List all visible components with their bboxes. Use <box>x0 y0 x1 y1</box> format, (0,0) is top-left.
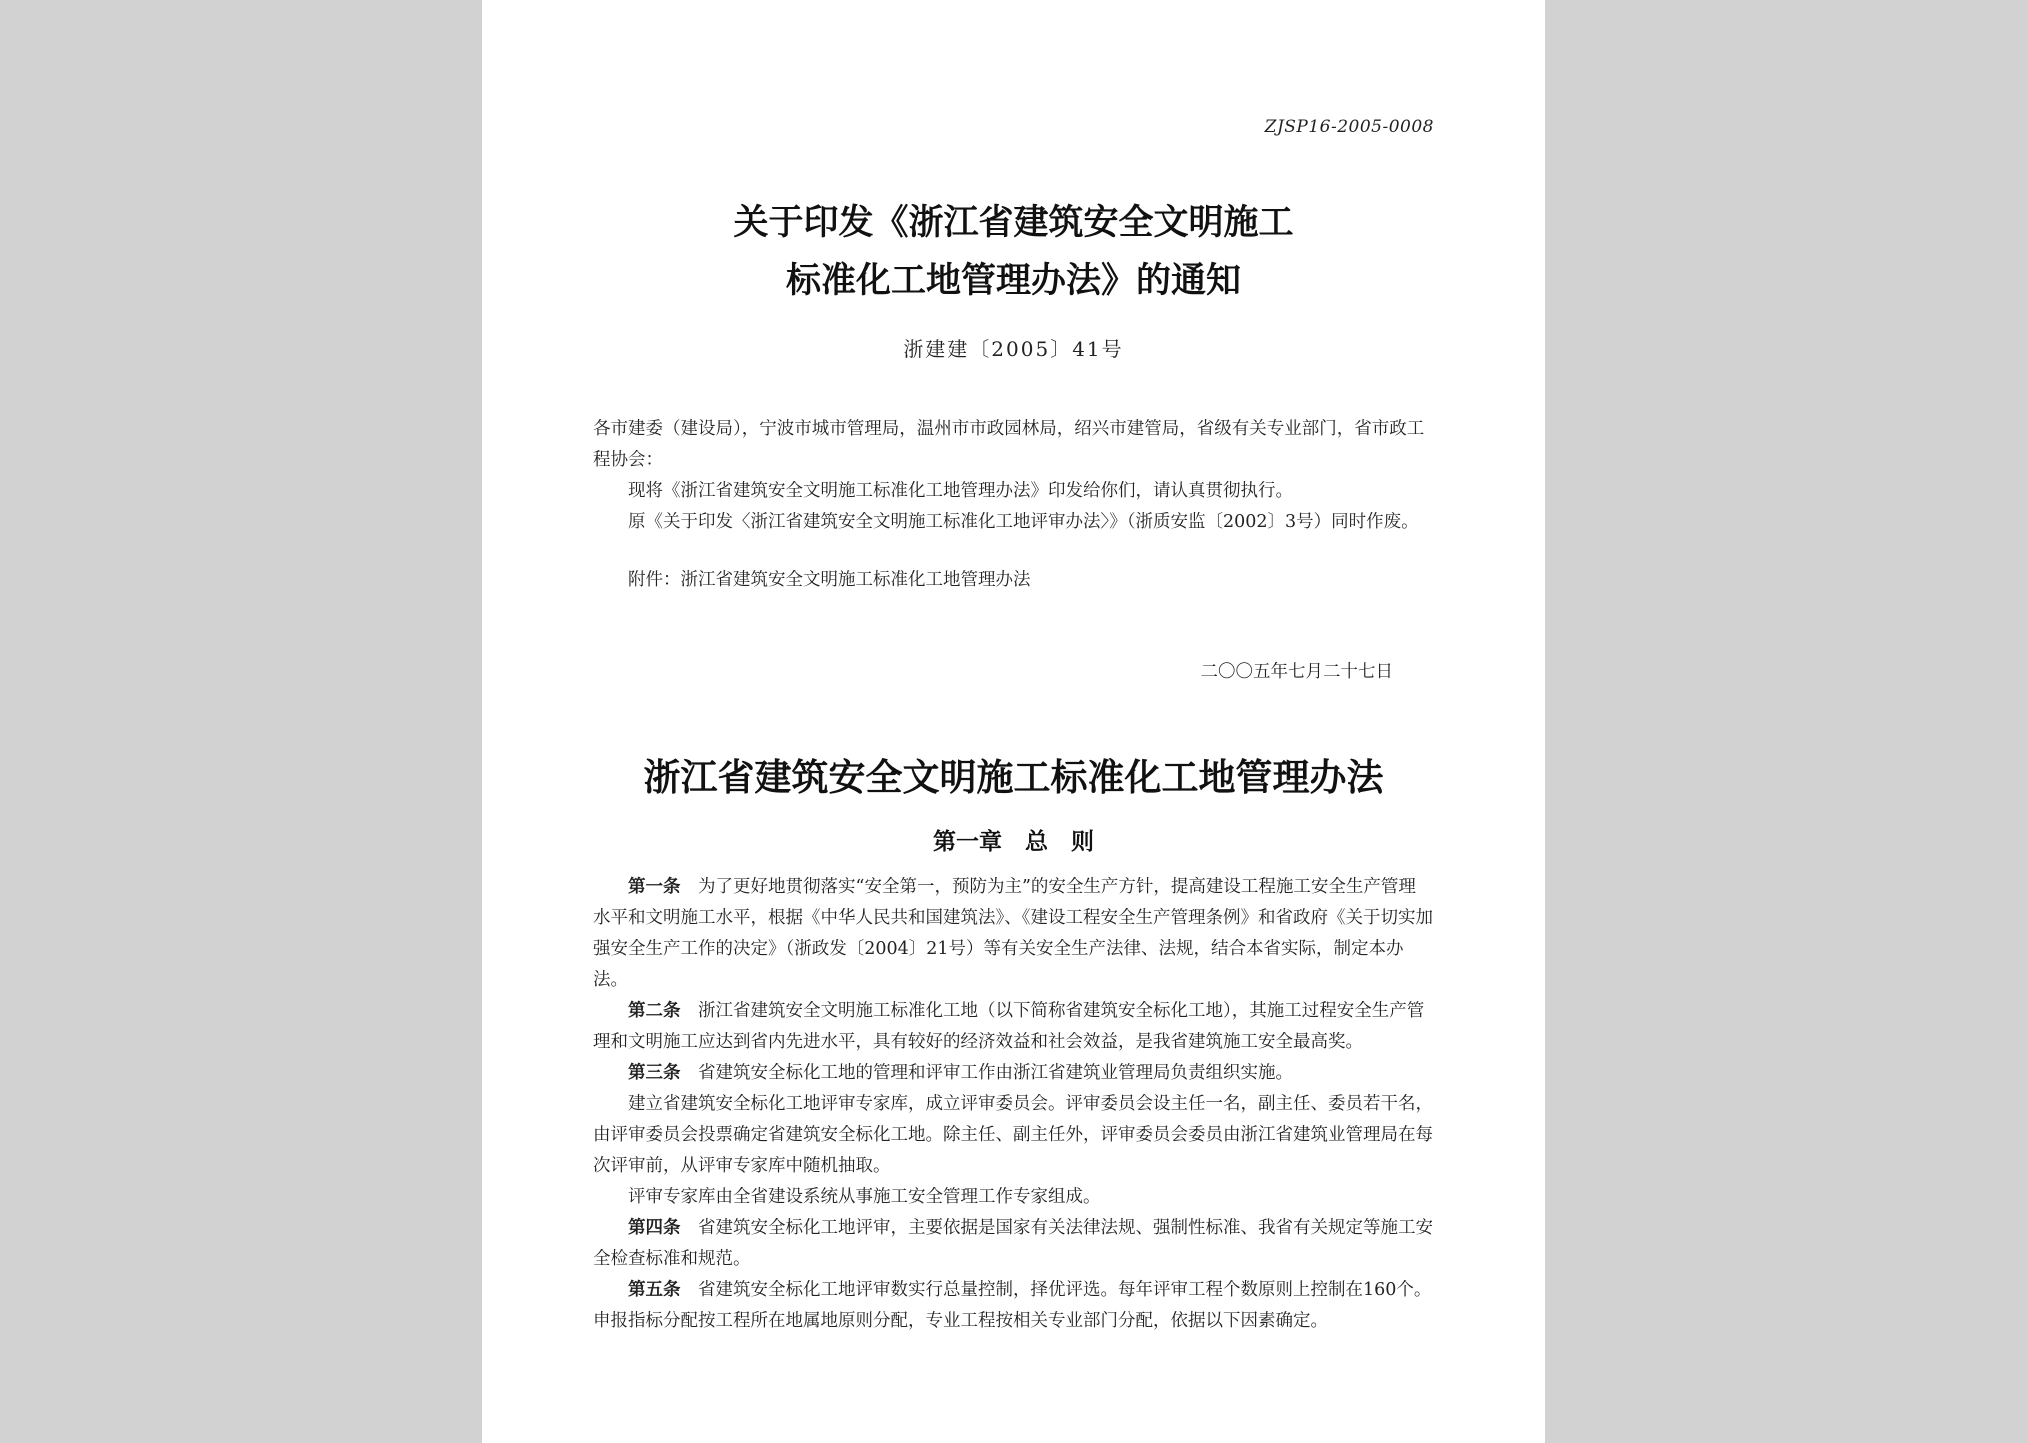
article-text: 评审专家库由全省建设系统从事施工安全管理工作专家组成。 <box>628 1187 1101 1207</box>
article-text: 为了更好地贯彻落实“安全第一，预防为主”的安全生产方针，提高建设工程施工安全生产管理水平和文明施工水平，根据《中华人民共和国建筑法》、《建设工程安全生产管理条例》和省政府《关于切实加强安全生产工作的决定》（浙政发〔2004〕21号）等有关安全生产法律、法规，结合本省实际，制定本办法。 <box>593 877 1433 990</box>
article-paragraph <box>593 1182 1433 1213</box>
article-label: 第五条 <box>628 1280 681 1300</box>
article-text: 省建筑安全标化工地评审数实行总量控制，择优评选。每年评审工程个数原则上控制在160个。申报指标分配按工程所在地属地原则分配，专业工程按相关专业部门分配，依据以下因素确定。 <box>593 1280 1432 1331</box>
notice-addressee: 各市建委（建设局），宁波市城市管理局，温州市市政园林局，绍兴市建管局，省级有关专业部门，省市政工程协会： <box>593 419 1425 470</box>
document-page <box>482 0 1545 1443</box>
article-label: 第四条 <box>628 1218 681 1238</box>
document-code: ZJSP16-2005-0008 <box>1264 117 1434 137</box>
notice-paragraph-2: 原《关于印发〈浙江省建筑安全文明施工标准化工地评审办法〉》（浙质安监〔2002〕3号）同时作废。 <box>628 512 1419 532</box>
notice-date: 二〇〇五年七月二十七日 <box>1200 662 1393 682</box>
notice-paragraph-1: 现将《浙江省建筑安全文明施工标准化工地管理办法》印发给你们，请认真贯彻执行。 <box>628 481 1293 501</box>
article-paragraph <box>593 1058 1433 1089</box>
article-text: 建立省建筑安全标化工地评审专家库，成立评审委员会。评审委员会设主任一名，副主任、委员若干名，由评审委员会投票确定省建筑安全标化工地。除主任、副主任外，评审委员会委员由浙江省建筑业管理局在每次评审前，从评审专家库中随机抽取。 <box>593 1094 1433 1176</box>
notice-title-line-2: 标准化工地管理办法》的通知 <box>785 260 1241 301</box>
article-paragraph <box>593 996 1433 1058</box>
chapter-heading: 第一章 总 则 <box>933 828 1094 855</box>
article-text: 省建筑安全标化工地评审，主要依据是国家有关法律法规、强制性标准、我省有关规定等施工安全检查标准和规范。 <box>593 1218 1433 1269</box>
article-label: 第三条 <box>628 1063 681 1083</box>
notice-body <box>593 414 1433 538</box>
article-text: 省建筑安全标化工地的管理和评审工作由浙江省建筑业管理局负责组织实施。 <box>698 1063 1293 1083</box>
notice-attachment-block <box>593 565 1433 596</box>
article-paragraph <box>593 1275 1433 1337</box>
article-label: 第一条 <box>628 877 681 897</box>
notice-title-line-1: 关于印发《浙江省建筑安全文明施工 <box>733 202 1294 243</box>
notice-attachment: 附件：浙江省建筑安全文明施工标准化工地管理办法 <box>628 570 1031 590</box>
article-paragraph <box>593 1213 1433 1275</box>
article-label: 第二条 <box>628 1001 681 1021</box>
document-number: 浙建建〔2005〕41号 <box>903 337 1124 361</box>
regulation-title: 浙江省建筑安全文明施工标准化工地管理办法 <box>643 755 1384 799</box>
article-text: 浙江省建筑安全文明施工标准化工地（以下简称省建筑安全标化工地），其施工过程安全生产管理和文明施工应达到省内先进水平，具有较好的经济效益和社会效益，是我省建筑施工安全最高奖。 <box>593 1001 1425 1052</box>
article-paragraph <box>593 872 1433 996</box>
article-paragraph <box>593 1089 1433 1182</box>
regulation-body <box>593 872 1433 1337</box>
